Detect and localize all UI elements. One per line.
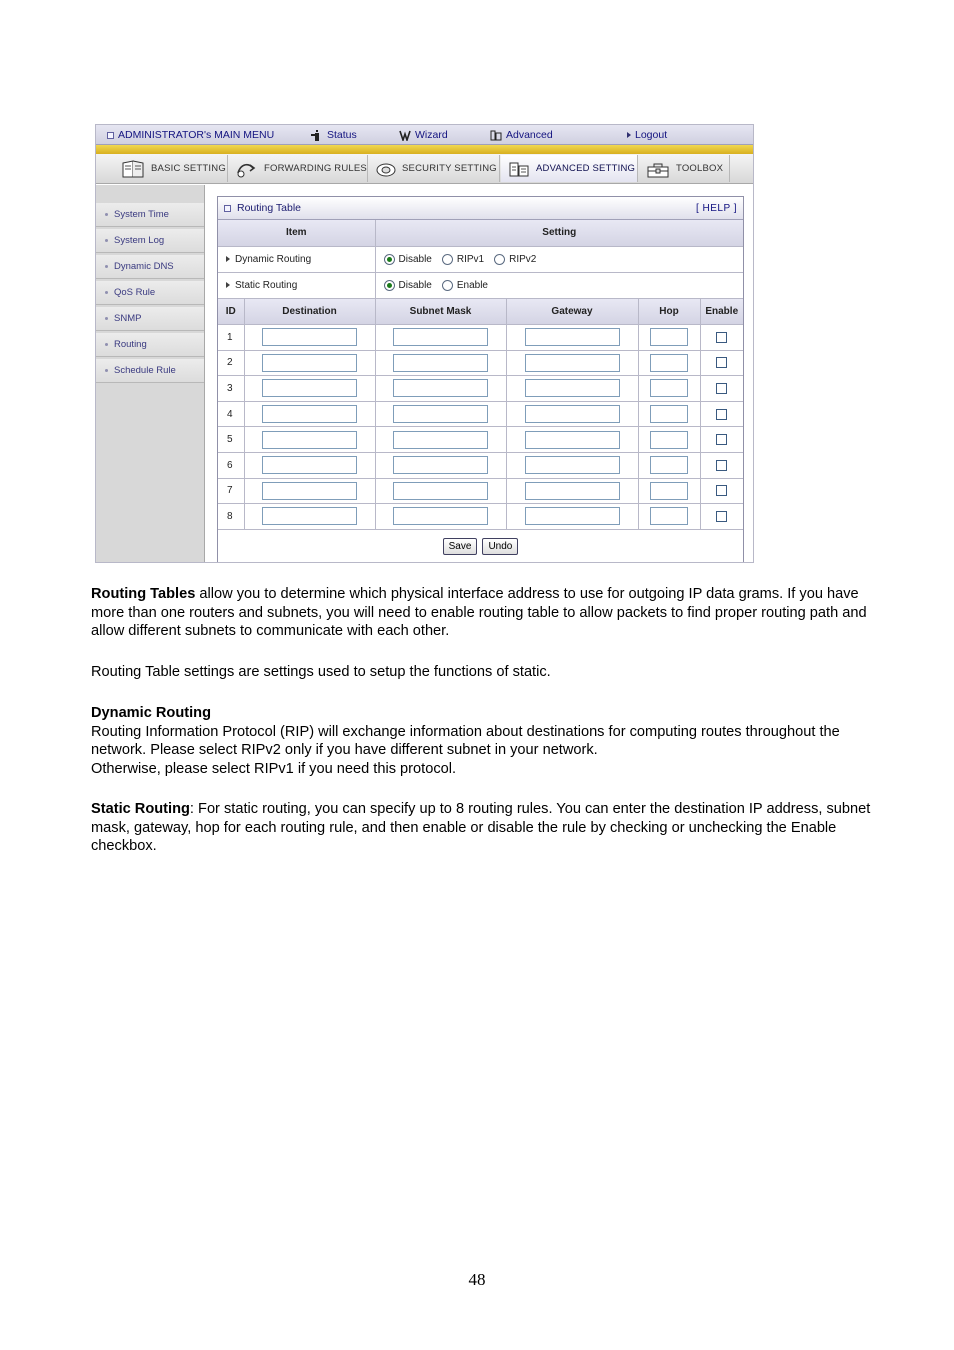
- bullet-icon: [105, 239, 108, 242]
- hop-input[interactable]: [650, 405, 688, 423]
- enable-checkbox[interactable]: [716, 511, 727, 522]
- hop-input[interactable]: [650, 456, 688, 474]
- route-rows: [218, 325, 743, 530]
- hop-input[interactable]: [650, 482, 688, 500]
- route-id: 5: [218, 427, 244, 453]
- panel-header: [218, 197, 743, 220]
- gateway-input[interactable]: [525, 431, 620, 449]
- bullet-icon: [105, 291, 108, 294]
- dynamic-routing-ripv1-radio[interactable]: [442, 254, 453, 265]
- col-gateway-header: Gateway: [506, 299, 638, 325]
- wizard-link[interactable]: Wizard: [399, 129, 448, 141]
- static-routing-enable-radio[interactable]: [442, 280, 453, 291]
- bullet-icon: [105, 213, 108, 216]
- advanced-setting-icon: [507, 159, 531, 179]
- destination-input[interactable]: [262, 405, 357, 423]
- help-link[interactable]: [ HELP ]: [695, 203, 737, 214]
- subnet-mask-input[interactable]: [393, 507, 488, 525]
- table-row: [218, 452, 743, 478]
- gateway-input[interactable]: [525, 379, 620, 397]
- undo-button[interactable]: Undo: [482, 538, 518, 555]
- subnet-mask-input[interactable]: [393, 482, 488, 500]
- route-id: 4: [218, 401, 244, 427]
- table-row: [218, 478, 743, 504]
- route-id: 2: [218, 350, 244, 376]
- hop-input[interactable]: [650, 328, 688, 346]
- dynamic-routing-label: Dynamic Routing: [235, 253, 312, 265]
- enable-checkbox[interactable]: [716, 485, 727, 496]
- enable-checkbox[interactable]: [716, 357, 727, 368]
- status-icon: [311, 130, 323, 141]
- route-id: 7: [218, 478, 244, 504]
- gateway-input[interactable]: [525, 507, 620, 525]
- main-menu-title: ADMINISTRATOR's MAIN MENU: [107, 129, 274, 141]
- static-routing-disable-radio[interactable]: [384, 280, 395, 291]
- tab-advanced-setting[interactable]: ADVANCED SETTING: [501, 155, 638, 182]
- security-setting-icon: [375, 159, 397, 179]
- sidebar-item-routing[interactable]: Routing: [96, 333, 204, 357]
- table-row: [218, 401, 743, 427]
- tab-bar: [96, 154, 753, 184]
- subnet-mask-input[interactable]: [393, 379, 488, 397]
- route-id: 1: [218, 325, 244, 351]
- row-arrow-icon: [226, 256, 230, 262]
- dynamic-routing-ripv2-radio[interactable]: [494, 254, 505, 265]
- col-id-header: ID: [218, 299, 244, 325]
- col-subnet-mask-header: Subnet Mask: [375, 299, 506, 325]
- advanced-icon: [490, 130, 502, 141]
- tab-toolbox[interactable]: TOOLBOX: [639, 155, 730, 182]
- destination-input[interactable]: [262, 507, 357, 525]
- status-link[interactable]: Status: [311, 129, 357, 141]
- static-routing-label: Static Routing: [235, 279, 298, 291]
- destination-input[interactable]: [262, 328, 357, 346]
- col-enable-header: Enable: [700, 299, 743, 325]
- dynamic-routing-section: Dynamic Routing Routing Information Protocol (RIP) will exchange information about destinations for computing routes throughout the network. Please select RIPv2 only if you have different subnet in your network. Otherwise, please select RIPv1 if you need this protocol.: [91, 705, 840, 777]
- routing-tables-paragraph: Routing Tables allow you to determine which physical interface address to use for outgoing IP data grams. If you have more than one routers and subnets, you will need to enable routing table to allow packets to find proper routing path and allow different subnets to communicate with each other.: [91, 586, 867, 639]
- subnet-mask-input[interactable]: [393, 431, 488, 449]
- sidebar-item-schedule-rule[interactable]: Schedule Rule: [96, 359, 204, 383]
- static-routing-paragraph: Static Routing: For static routing, you can specify up to 8 routing rules. You can enter the destination IP address, subnet mask, gateway, hop for each routing rule, and then enable or disable the rule by checking or unchecking the Enable checkbox.: [91, 801, 871, 854]
- save-button[interactable]: Save: [443, 538, 478, 555]
- enable-checkbox[interactable]: [716, 332, 727, 343]
- col-item-header: Item: [218, 220, 375, 246]
- route-id: 6: [218, 452, 244, 478]
- gateway-input[interactable]: [525, 482, 620, 500]
- button-row: [218, 530, 743, 563]
- logout-arrow-icon: [627, 132, 631, 138]
- bullet-icon: [105, 369, 108, 372]
- main-menu-bar: [96, 125, 753, 145]
- menu-square-icon: [107, 132, 114, 139]
- router-admin-screenshot: [95, 124, 754, 563]
- static-routing-row: Static Routing Disable Enable: [218, 272, 743, 298]
- routing-table-panel: [217, 196, 744, 563]
- tab-basic-setting[interactable]: BASIC SETTING: [114, 155, 228, 182]
- subnet-mask-input[interactable]: [393, 456, 488, 474]
- hop-input[interactable]: [650, 507, 688, 525]
- sidebar-item-system-log[interactable]: System Log: [96, 229, 204, 253]
- subnet-mask-input[interactable]: [393, 328, 488, 346]
- toolbox-icon: [645, 159, 671, 179]
- sidebar: [96, 185, 205, 563]
- hop-input[interactable]: [650, 354, 688, 372]
- dynamic-routing-disable-radio[interactable]: [384, 254, 395, 265]
- panel-title: Routing Table: [237, 202, 302, 214]
- bullet-icon: [105, 317, 108, 320]
- routing-settings-table: [218, 220, 743, 299]
- hop-input[interactable]: [650, 379, 688, 397]
- page-number: 48: [468, 1270, 486, 1289]
- dynamic-routing-row: Dynamic Routing Disable RIPv1 RIPv2: [218, 246, 743, 272]
- routes-header-row: [218, 299, 743, 325]
- sidebar-item-system-time[interactable]: System Time: [96, 203, 204, 227]
- static-routes-table: [218, 299, 743, 530]
- enable-checkbox[interactable]: [716, 383, 727, 394]
- panel-square-icon: [224, 205, 231, 212]
- route-id: 3: [218, 376, 244, 402]
- advanced-link[interactable]: Advanced: [490, 129, 553, 141]
- gateway-input[interactable]: [525, 328, 620, 346]
- route-id: 8: [218, 504, 244, 530]
- sidebar-item-dynamic-dns[interactable]: Dynamic DNS: [96, 255, 204, 279]
- bullet-icon: [105, 343, 108, 346]
- tab-security-setting[interactable]: SECURITY SETTING: [369, 155, 500, 182]
- destination-input[interactable]: [262, 456, 357, 474]
- table-row: [218, 325, 743, 351]
- destination-input[interactable]: [262, 354, 357, 372]
- forwarding-rules-icon: [235, 159, 259, 179]
- routing-table-settings-paragraph: Routing Table settings are settings used to setup the functions of static.: [91, 664, 551, 680]
- wizard-icon: [399, 130, 411, 141]
- row-arrow-icon: [226, 282, 230, 288]
- enable-checkbox[interactable]: [716, 434, 727, 445]
- accent-bar: [96, 145, 753, 154]
- table-row: [218, 427, 743, 453]
- gateway-input[interactable]: [525, 456, 620, 474]
- destination-input[interactable]: [262, 379, 357, 397]
- col-hop-header: Hop: [638, 299, 700, 325]
- enable-checkbox[interactable]: [716, 460, 727, 471]
- basic-setting-icon: [120, 159, 146, 179]
- tab-forwarding-rules[interactable]: FORWARDING RULES: [229, 155, 368, 182]
- table-row: [218, 376, 743, 402]
- settings-header-row: [218, 220, 743, 246]
- destination-input[interactable]: [262, 431, 357, 449]
- enable-checkbox[interactable]: [716, 409, 727, 420]
- logout-link[interactable]: Logout: [627, 129, 667, 141]
- bullet-icon: [105, 265, 108, 268]
- sidebar-item-qos-rule[interactable]: QoS Rule: [96, 281, 204, 305]
- table-row: [218, 504, 743, 530]
- gateway-input[interactable]: [525, 405, 620, 423]
- sidebar-item-snmp[interactable]: SNMP: [96, 307, 204, 331]
- subnet-mask-input[interactable]: [393, 405, 488, 423]
- col-setting-header: Setting: [375, 220, 743, 246]
- subnet-mask-input[interactable]: [393, 354, 488, 372]
- col-destination-header: Destination: [244, 299, 375, 325]
- hop-input[interactable]: [650, 431, 688, 449]
- destination-input[interactable]: [262, 482, 357, 500]
- gateway-input[interactable]: [525, 354, 620, 372]
- table-row: [218, 350, 743, 376]
